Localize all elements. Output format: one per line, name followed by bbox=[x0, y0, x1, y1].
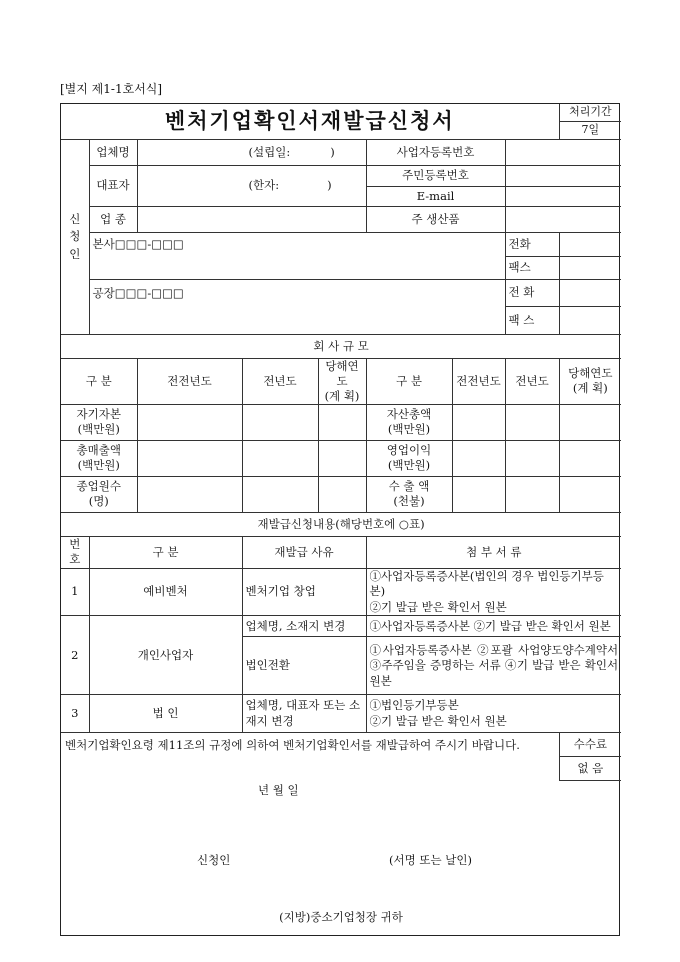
reissue-row-docs: ①사업자등록증사본 ②기 발급 받은 확인서 원본 bbox=[366, 616, 621, 637]
recipient: (지방)중소기업청장 귀하 bbox=[279, 909, 403, 924]
scale-cell[interactable] bbox=[137, 404, 242, 440]
form-number-label: [별지 제1-1호서식] bbox=[60, 82, 163, 96]
applicant-sign-label: 신청인 bbox=[197, 853, 231, 868]
resident-no-field[interactable] bbox=[505, 166, 621, 187]
factory-address[interactable]: 공장□□□-□□□ bbox=[89, 280, 505, 335]
form-title: 벤처기업확인서재발급신청서 bbox=[61, 104, 559, 140]
processing-period-label: 처리기간 bbox=[559, 104, 621, 122]
reissue-header: 첨 부 서 류 bbox=[366, 536, 621, 568]
scale-cell[interactable] bbox=[242, 476, 318, 512]
head-office-phone-field[interactable] bbox=[559, 233, 621, 257]
sign-instruction[interactable]: (서명 또는 날인) bbox=[389, 853, 472, 868]
scale-cell[interactable] bbox=[505, 440, 559, 476]
head-office-fax-label: 팩스 bbox=[505, 257, 559, 280]
company-scale-title: 회 사 규 모 bbox=[61, 335, 621, 359]
scale-cell[interactable] bbox=[318, 440, 366, 476]
date-line[interactable]: 년 월 일 bbox=[258, 783, 299, 798]
scale-cell[interactable] bbox=[559, 476, 621, 512]
scale-cell[interactable] bbox=[452, 476, 505, 512]
reissue-row-docs: ①사업자등록증사본 ②포괄 사업양도양수계약서 ③주주임을 증명하는 서류 ④기 발급 받은 확인서 원본 bbox=[366, 637, 621, 695]
head-office-phone-label: 전화 bbox=[505, 233, 559, 257]
company-name-label: 업체명 bbox=[89, 140, 137, 166]
scale-row-label: 자산총액 (백만원) bbox=[366, 404, 452, 440]
scale-cell[interactable] bbox=[559, 404, 621, 440]
representative-label: 대표자 bbox=[89, 166, 137, 207]
scale-header: 당해연도 (계 획) bbox=[559, 359, 621, 405]
form-table bbox=[61, 104, 621, 935]
reissue-title: 재발급신청내용(해당번호에 ○표) bbox=[61, 512, 621, 536]
reissue-row-docs: ①법인등기부등본 ②기 발급 받은 확인서 원본 bbox=[366, 695, 621, 733]
scale-cell[interactable] bbox=[242, 404, 318, 440]
reissue-row-type: 예비벤처 bbox=[89, 568, 242, 616]
scale-cell[interactable] bbox=[452, 404, 505, 440]
application-form bbox=[60, 103, 620, 936]
scale-cell[interactable] bbox=[137, 476, 242, 512]
email-label: E-mail bbox=[366, 187, 505, 207]
resident-no-label: 주민등록번호 bbox=[366, 166, 505, 187]
reissue-row-type: 개인사업자 bbox=[89, 616, 242, 695]
reissue-row-type: 법 인 bbox=[89, 695, 242, 733]
scale-cell[interactable] bbox=[318, 404, 366, 440]
scale-header: 구 분 bbox=[366, 359, 452, 405]
company-name-field[interactable]: (설립일: ) bbox=[137, 140, 366, 166]
scale-header: 전전년도 bbox=[452, 359, 505, 405]
scale-row-label: 총매출액 (백만원) bbox=[61, 440, 137, 476]
fee-value: 없 음 bbox=[559, 757, 621, 781]
scale-cell[interactable] bbox=[452, 440, 505, 476]
business-type-field[interactable] bbox=[137, 207, 366, 233]
scale-row-label: 종업원수 (명) bbox=[61, 476, 137, 512]
email-field[interactable] bbox=[505, 187, 621, 207]
reissue-row-reason: 업체명, 소재지 변경 bbox=[242, 616, 366, 637]
request-text: 벤처기업확인요령 제11조의 규정에 의하여 벤처기업확인서를 재발급하여 주시기 바랍니다. bbox=[61, 733, 559, 781]
main-product-field[interactable] bbox=[505, 207, 621, 233]
scale-cell[interactable] bbox=[505, 404, 559, 440]
scale-row-label: 영업이익 (백만원) bbox=[366, 440, 452, 476]
reissue-row-reason: 업체명, 대표자 또는 소재지 변경 bbox=[242, 695, 366, 733]
factory-fax-field[interactable] bbox=[559, 307, 621, 335]
representative-field[interactable]: (한자: ) bbox=[137, 166, 366, 207]
biz-reg-no-label: 사업자등록번호 bbox=[366, 140, 505, 166]
reissue-row-reason: 벤처기업 창업 bbox=[242, 568, 366, 616]
biz-reg-no-field[interactable] bbox=[505, 140, 621, 166]
scale-header: 전전년도 bbox=[137, 359, 242, 405]
reissue-row-no[interactable]: 3 bbox=[61, 695, 89, 733]
scale-cell[interactable] bbox=[559, 440, 621, 476]
reissue-row-no[interactable]: 2 bbox=[61, 616, 89, 695]
scale-row-label: 자기자본 (백만원) bbox=[61, 404, 137, 440]
head-office-fax-field[interactable] bbox=[559, 257, 621, 280]
applicant-section-label: 신 청 인 bbox=[61, 140, 89, 335]
scale-header: 전년도 bbox=[505, 359, 559, 405]
scale-header: 구 분 bbox=[61, 359, 137, 405]
reissue-header: 재발급 사유 bbox=[242, 536, 366, 568]
processing-period-value: 7일 bbox=[559, 122, 621, 140]
scale-cell[interactable] bbox=[505, 476, 559, 512]
reissue-row-no[interactable]: 1 bbox=[61, 568, 89, 616]
fee-label: 수수료 bbox=[559, 733, 621, 757]
reissue-row-reason: 법인전환 bbox=[242, 637, 366, 695]
head-office-address[interactable]: 본사□□□-□□□ bbox=[89, 233, 505, 280]
scale-cell[interactable] bbox=[318, 476, 366, 512]
scale-cell[interactable] bbox=[242, 440, 318, 476]
factory-phone-field[interactable] bbox=[559, 280, 621, 307]
scale-row-label: 수 출 액 (천불) bbox=[366, 476, 452, 512]
reissue-header: 번호 bbox=[61, 536, 89, 568]
reissue-header: 구 분 bbox=[89, 536, 242, 568]
business-type-label: 업 종 bbox=[89, 207, 137, 233]
reissue-row-docs: ①사업자등록증사본(법인의 경우 법인등기부등본) ②기 발급 받은 확인서 원본 bbox=[366, 568, 621, 616]
signature-area bbox=[61, 781, 621, 900]
factory-fax-label: 팩 스 bbox=[505, 307, 559, 335]
factory-phone-label: 전 화 bbox=[505, 280, 559, 307]
scale-header: 당해연도 (계 획) bbox=[318, 359, 366, 405]
main-product-label: 주 생산품 bbox=[366, 207, 505, 233]
scale-header: 전년도 bbox=[242, 359, 318, 405]
scale-cell[interactable] bbox=[137, 440, 242, 476]
